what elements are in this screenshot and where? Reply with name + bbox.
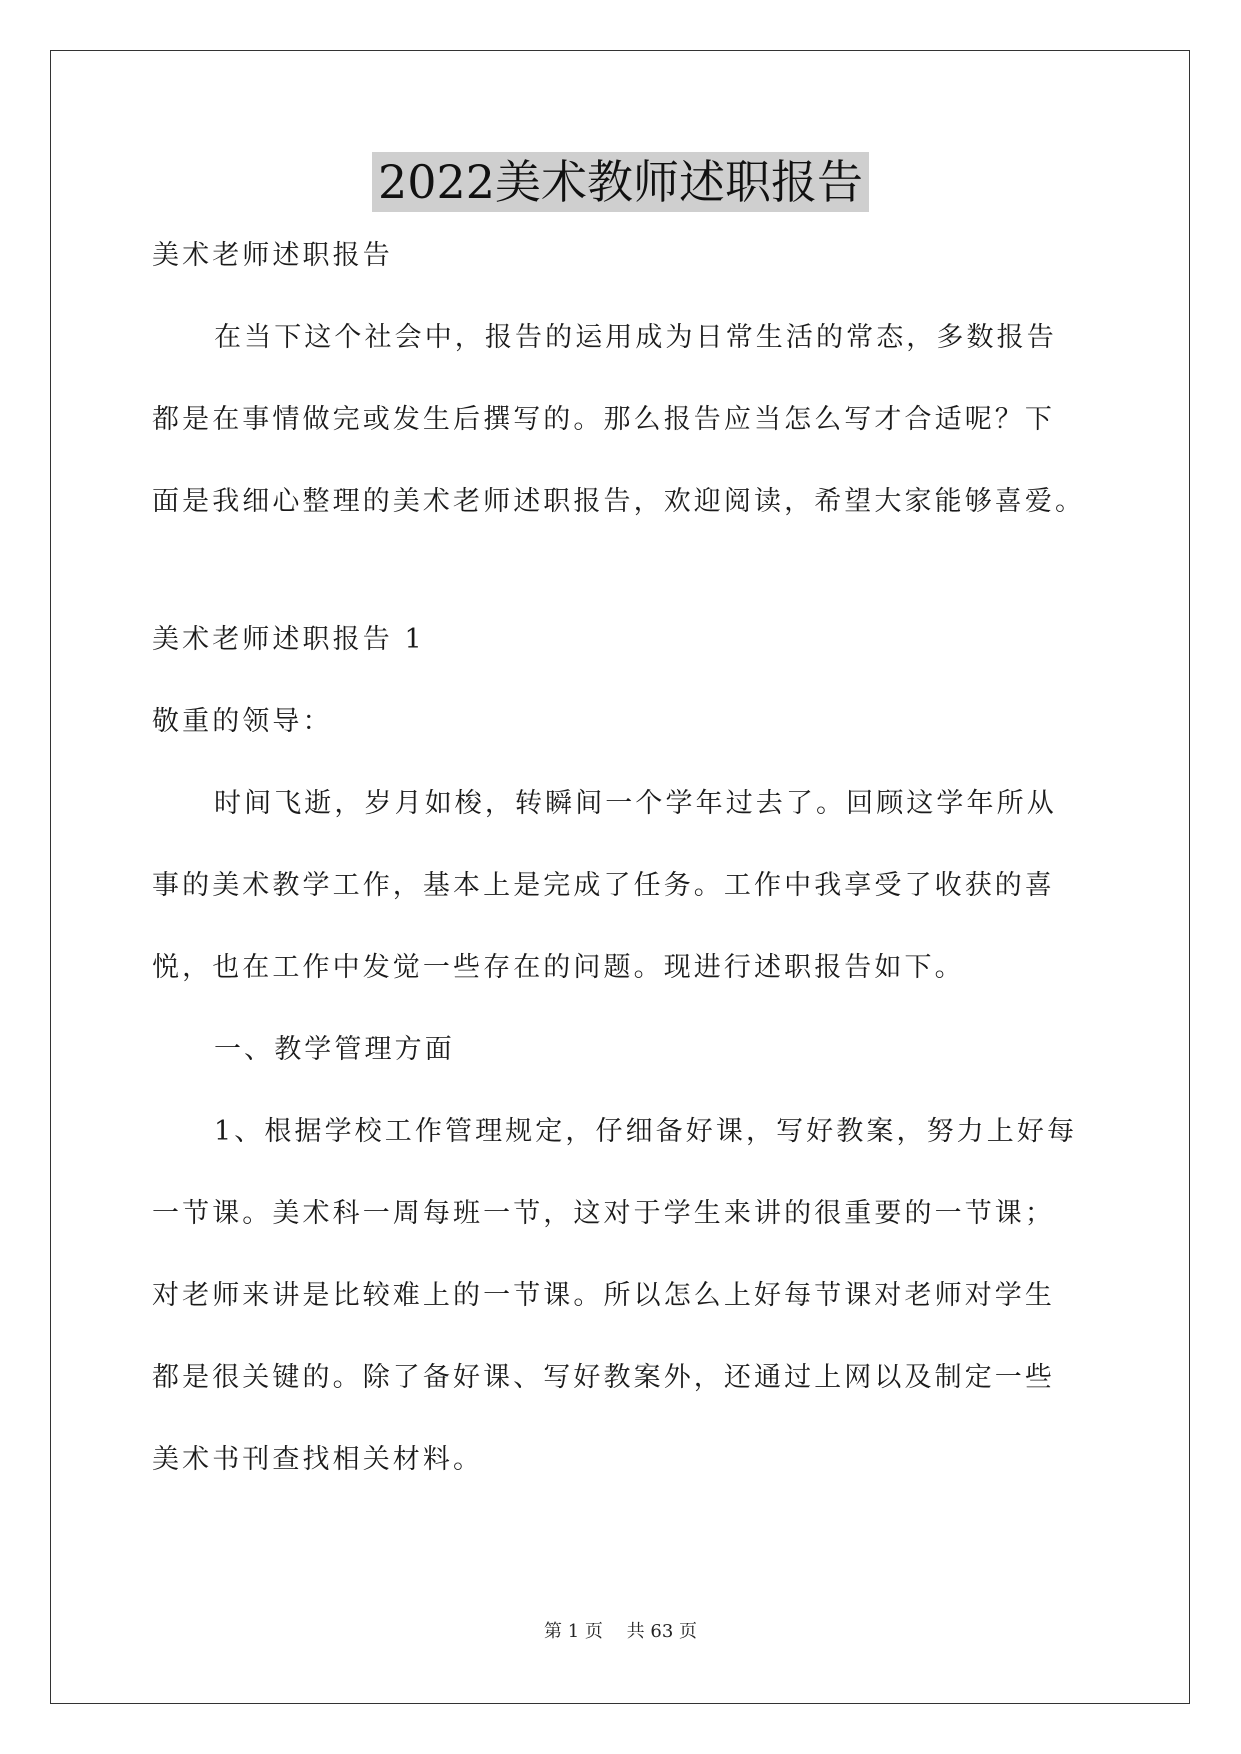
- document-title: 2022美术教师述职报告: [372, 152, 869, 212]
- title-wrap: [0, 152, 1241, 212]
- text-line: 悦，也在工作中发觉一些存在的问题。现进行述职报告如下。: [152, 952, 965, 983]
- text-line: 都是在事情做完或发生后撰写的。那么报告应当怎么写才合适呢？下: [152, 404, 1055, 435]
- subsection-heading: 一、教学管理方面: [214, 1034, 455, 1065]
- page-total: 共 63 页: [626, 1621, 697, 1642]
- text-line: 时间飞逝，岁月如梭，转瞬间一个学年过去了。回顾这学年所从: [214, 788, 1057, 819]
- page-number: 第 1 页: [544, 1621, 603, 1642]
- text-line: 美术老师述职报告: [152, 240, 393, 271]
- section-heading: 美术老师述职报告 1: [152, 624, 425, 655]
- text-line: 事的美术教学工作，基本上是完成了任务。工作中我享受了收获的喜: [152, 870, 1055, 901]
- text-line: 对老师来讲是比较难上的一节课。所以怎么上好每节课对老师对学生: [152, 1280, 1055, 1311]
- text-line: 1、根据学校工作管理规定，仔细备好课，写好教案，努力上好每: [214, 1116, 1078, 1147]
- text-line: 美术书刊查找相关材料。: [152, 1444, 484, 1475]
- salutation: 敬重的领导：: [152, 706, 333, 737]
- page-footer: [0, 1620, 1241, 1644]
- text-line: 一节课。美术科一周每班一节，这对于学生来讲的很重要的一节课；: [152, 1198, 1055, 1229]
- text-line: 面是我细心整理的美术老师述职报告，欢迎阅读，希望大家能够喜爱。: [152, 486, 1086, 517]
- text-line: 都是很关键的。除了备好课、写好教案外，还通过上网以及制定一些: [152, 1362, 1055, 1393]
- text-line: 在当下这个社会中，报告的运用成为日常生活的常态，多数报告: [214, 322, 1057, 353]
